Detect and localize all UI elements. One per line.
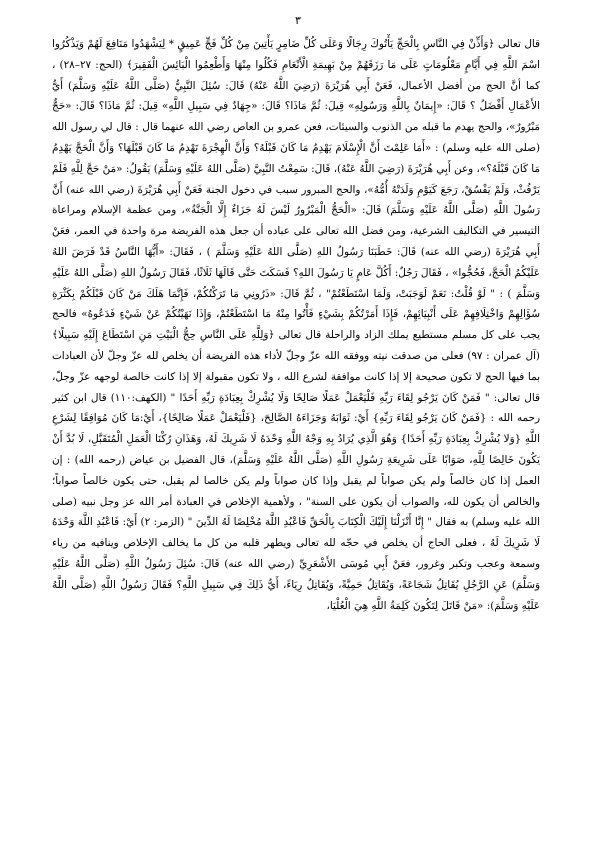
page-number: ٣ [295, 14, 301, 27]
body-text [52, 34, 540, 834]
body-paragraph: قال تعالى ﴿وَأَذِّنْ فِي النَّاسِ بِالْحَجِّ يَأْتُوكَ رِجَالًا وَعَلَى كُلِّ ضَامِرٍ يَأْتِينَ مِنْ كُلِّ فَجٍّ عَمِيقٍ * لِيَشْهَدُوا مَنَافِعَ لَهُمْ وَيَذْكُرُوا اسْمَ اللَّهِ فِي أَيَّامٍ مَعْلُومَاتٍ عَلَى مَا رَزَقَهُمْ مِنْ بَهِيمَةِ الْأَنْعَامِ فَكُلُوا مِنْهَا وَأَطْعِمُوا الْبَائِسَ الْفَقِيرَ﴾ (الحج: ٢٧–٢٨) ، كما أنَّ الحج من أفضل الأعمال، فَعَنْ أَبِي هُرَيْرَةَ (رَضِيَ اللَّهُ عَنْهُ) قَالَ: سُئِلَ النَّبِيُّ (صَلَّى اللَّهُ عَلَيْهِ وَسَلَّمَ) أَيُّ الأَعْمَالِ أَفْضَلُ ؟ قَالَ: «إِيمَانٌ بِاللَّهِ وَرَسُولِهِ» قِيلَ: ثُمَّ مَاذَا؟ قَالَ: «جِهَادٌ فِي سَبِيلِ اللَّهِ» قِيلَ: ثُمَّ مَاذَا؟ قَالَ: «حَجٌّ مَبْرُورٌ»، والحج يهدم ما قبله من الذنوب والسيئات، فعن عمرو بن العاص رضي الله عنهما قال : قال لي رسول الله (صلى الله عليه وسلم) : «أَمَا عَلِمْتَ أَنَّ الْإِسْلَامَ يَهْدِمُ مَا كَانَ قَبْلَهُ؟ وَأَنَّ الْهِجْرَةَ تَهْدِمُ مَا كَانَ قَبْلَهَا؟ وَأَنَّ الْحَجَّ يَهْدِمُ مَا كَانَ قَبْلَهُ؟»، وعن أَبِي هُرَيْرَةَ (رَضِيَ اللَّهُ عَنْهُ)، قَالَ: سَمِعْتُ النَّبِيَّ (صَلَّى اللهُ عَلَيْهِ وَسَلَّمَ) يَقُولُ: «مَنْ حَجَّ لِلَّهِ فَلَمْ يَرْفُثْ، وَلَمْ يَفْسُقْ، رَجَعَ كَيَوْمِ وَلَدَتْهُ أُمُّهُ»، والحج المبرور سبب في دخول الجنة فَعَنْ أَبِي هُرَيْرَةَ (رضي الله عنه) أَنَّ رَسُولَ اللَّهِ (صَلَّى اللَّهُ عَلَيْهِ وَسَلَّمَ) قَالَ: «الْحَجُّ الْمَبْرُورُ لَيْسَ لَهُ جَزَاءٌ إِلَّا الْجَنَّةُ»، ومن عظمة الإسلام ومراعاة التيسير في التكاليف الشرعية، ومن فضل الله تعالى على عباده أن جعل هذه الفريضة مرة واحدة في العمر، فعَنْ أَبِي هُرَيْرَةَ (رضي الله عنه) قَالَ: خَطَبَنَا رَسُولُ اللهِ (صَلَّى اللهُ عَلَيْهِ وَسَلَّمَ ) ، فَقَالَ: «أَيُّهَا النَّاسُ قَدْ فَرَضَ اللهُ عَلَيْكُمُ الْحَجَّ، فَحُجُّوا» ، فَقَالَ رَجُلٌ: أَكُلَّ عَامٍ يَا رَسُولَ اللهِ؟ فَسَكَتَ حَتَّى قَالَهَا ثَلَاثًا، فَقَالَ رَسُولُ اللهِ (صَلَّى اللهُ عَلَيْهِ وَسَلَّمَ ) : " لَوْ قُلْتُ: نَعَمْ لَوَجَبَتْ، وَلَمَا اسْتَطَعْتُمْ" ، ثُمَّ قَالَ: «ذَرُونِي مَا تَرَكْتُكُمْ، فَإِنَّمَا هَلَكَ مَنْ كَانَ قَبْلَكُمْ بِكَثْرَةِ سُؤَالِهِمْ وَاخْتِلَافِهِمْ عَلَى أَنْبِيَائِهِمْ، فَإِذَا أَمَرْتُكُمْ بِشَيْءٍ فَأْتُوا مِنْهُ مَا اسْتَطَعْتُمْ، وَإِذَا نَهَيْتُكُمْ عَنْ شَيْءٍ فَدَعُوهُ» فالحج يجب على كل مسلم مستطيع يملك الزاد والراحلة قال تعالى ﴿وَلِلَّهِ عَلَى النَّاسِ حِجُّ الْبَيْتِ مَنِ اسْتَطَاعَ إِلَيْهِ سَبِيلًا﴾ (آل عمران : ٩٧) فعلى من صدقت نيته ووفقه الله عزّ وجلّ لأداء هذه الفريضة أن يخلص لله عزّ وجلّ لأن العبادات بما فيها الحج لا تكون صحيحة إلا إذا كانت موافقة لشرع الله ، ولا تكون مقبولة إلا إذا كانت خالصة لوجهه عزّ وجلّ، قال تعالى: " فَمَنْ كَانَ يَرْجُو لِقَاءَ رَبِّهِ فَلْيَعْمَلْ عَمَلًا صَالِحًا وَلَا يُشْرِكْ بِعِبَادَةِ رَبِّهِ أَحَدًا " (الكهف:١١٠) قال ابن كثير رحمه الله : {فَمَنْ كَانَ يَرْجُو لِقَاءَ رَبِّهِ} أَيْ: ثَوَابَهُ وَجَزَاءَهُ الصَّالِحَ، {فَلْيَعْمَلْ عَمَلًا صَالِحًا}، أَيْ:مَا كَانَ مُوَافِقًا لِشَرْعِ اللَّهِ {وَلا يُشْرِكْ بِعِبَادَةِ رَبِّهِ أَحَدًا} وَهُوَ الَّذِي يُرَادُ بِهِ وَجْهُ اللَّهِ وَحْدَهُ لَا شَرِيكَ لَهُ، وَهَذَانِ رُكْنَا الْعَمَلِ الْمُتَقَبَّلِ، لَا بُدَّ أَنْ يَكُونَ خَالِصًا لِلَّهِ، صَوَابًا عَلَى شَرِيعَةِ رَسُولِ اللَّهِ (صَلَّى اللَّهُ عَلَيْهِ وَسَلَّمَ)، قال الفضيل بن عياض (رحمه الله) : إن العمل إذا كان خالصاً ولم يكن صواباً لم يقبل وإذا كان صواباً ولم يكن خالصا لم يقبل، حتى يكون خالصاً صواباً؛ والخالص أن يكون لله، والصواب أن يكون على السنة" ، ولأهمية الإخلاص في العبادة أمر الله عز وجل نبيه (صلى الله عليه وسلم) به فقال " إِنَّا أَنْزَلْنَا إِلَيْكَ الْكِتَابَ بِالْحَقِّ فَاعْبُدِ اللَّهَ مُخْلِصًا لَهُ الدِّينَ " (الزمر: ٢) أَيْ: فَاعْبُدِ اللَّهَ وَحْدَهُ لَا شَرِيكَ لَهُ ، فعلى الحاج أن يخلص في حجّه لله تعالى ويطهر قلبه من كل ما يخالف الإخلاص وينافيه من رياء وسمعة وعجب وتكبر وغرور، فعَنْ أَبِي مُوسَى الأَشْعَرِيِّ (رضي الله عنه) قَالَ: سُئِلَ رَسُولُ اللَّهِ (صَلَّى اللَّهُ عَلَيْهِ وَسَلَّمَ) عَنِ الرَّجُلِ يُقَاتِلُ شَجَاعَةً، وَيُقَاتِلُ حَمِيَّةً، وَيُقَاتِلُ رِيَاءً، أَيُّ ذَلِكَ فِي سَبِيلِ اللَّهِ؟ فَقَالَ رَسُولُ اللَّهِ (صَلَّى اللَّهُ عَلَيْهِ وَسَلَّمَ): «مَنْ قَاتَلَ لِتَكُونَ كَلِمَةُ اللَّهِ هِيَ الْعُلْيَا، [52, 38, 540, 612]
